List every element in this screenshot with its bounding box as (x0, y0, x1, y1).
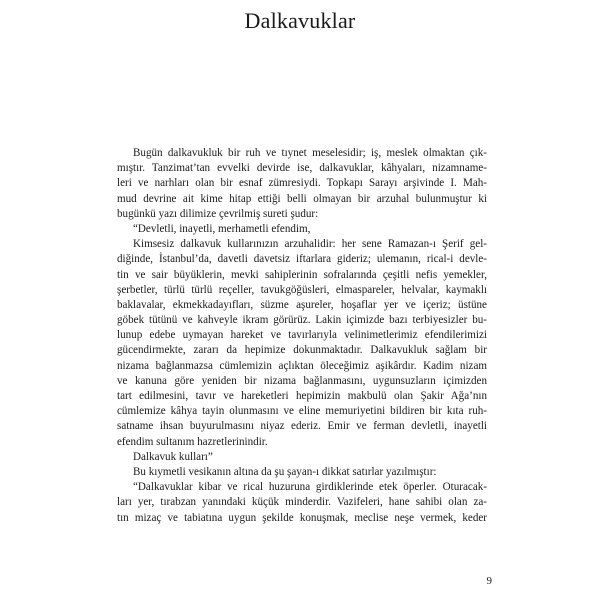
text-line: nizama bağlanmazsa cümlemizin açlıktan öleceğimiz aşikârdır. Kadim nizam (117, 359, 487, 372)
text-line: cümlemize kâhya tayin olunmasını ve eline memuriyetini bildiren bir kıta ruh- (117, 405, 487, 418)
text-line: bugünkü yazı dilimize çevrilmiş sureti şudur: (117, 207, 319, 220)
text-line: lunup edebe uymayan hareket ve tavırlarıyla velinimetlerimiz efendilerimizi (117, 329, 487, 342)
text-line: gücendirmekte, zararı da hepimize dokunmaktadır. Dalkavukluk sağlam bir (117, 344, 487, 357)
text-line: ve kanuna göre yeniden bir nizama bağlanmasını, uygunsuzların içimizden (117, 374, 487, 387)
text-line: leri ve narhları olan bir esnaf zümresiydi. Topkapı Sarayı arşivinde I. Mah- (117, 177, 487, 190)
text-line: tin ve sair büyüklerin, mevki sahiplerinin sofralarında çeşitli nefis yemekler, (117, 268, 487, 281)
text-line: tın mizaç ve tabiatına uygun şekilde konuşmak, meclise neşe vermek, keder (117, 511, 487, 524)
text-line: diğinde, İstanbul’da, davetli davetsiz iftarlara gideriz; ulemanın, rical-i devle- (117, 253, 487, 266)
page-title: Dalkavuklar (244, 8, 356, 33)
text-line: satname ihsan buyurulmasını niyaz ederiz. Emir ve ferman devletli, inayetli (117, 420, 487, 433)
text-line: Dalkavuk kulları” (133, 450, 213, 463)
text-line: ları yer, tırabzan yanındaki küçük minderdir. Vazifeleri, hane sahibi olan za- (117, 496, 487, 509)
text-line: “Dalkavuklar kibar ve rical huzuruna girdiklerinde etek öperler. Oturacak- (133, 481, 487, 494)
text-body (117, 146, 487, 526)
text-line: şerbetler, türlü türlü reçeller, tavukgöğüsleri, elmaspareler, helvalar, kaymaklı (117, 283, 487, 296)
text-line: mud devrine ait kime hitap ettiği belli olmayan bir arzuhal bulunmuştur ki (117, 192, 487, 205)
text-line: efendim sultanım hazretlerinindir. (117, 435, 268, 448)
page-number: 9 (486, 575, 492, 587)
text-line: mıştır. Tanzimat’tan evvelki devirde ise, dalkavuklar, kâhyaları, nizamname- (117, 162, 487, 175)
text-line: Bu kıymetli vesikanın altına da şu şayan-ı dikkat satırlar yazılmıştır: (133, 465, 437, 478)
text-line: baklavalar, ekmekkadayıfları, süzme aşureler, hoşaflar yer ve içeriz; üstüne (117, 298, 487, 311)
text-line: Bugün dalkavukluk bir ruh ve tıynet meselesidir; iş, meslek olmaktan çık- (133, 147, 487, 159)
text-line: Kimsesiz dalkavuk kullarınızın arzuhalidir: her sene Ramazan-ı Şerif gel- (133, 238, 487, 251)
text-line: göbek tütünü ve kahveyle ikram görürüz. Lakin içimizde bazı terbiyesizler bu- (117, 314, 487, 327)
text-line: tart edilmesini, tavır ve hareketleri hepimizin makbulü olan Şakir Ağa’nın (117, 390, 487, 402)
text-line: “Devletli, inayetli, merhametli efendim, (133, 222, 311, 235)
